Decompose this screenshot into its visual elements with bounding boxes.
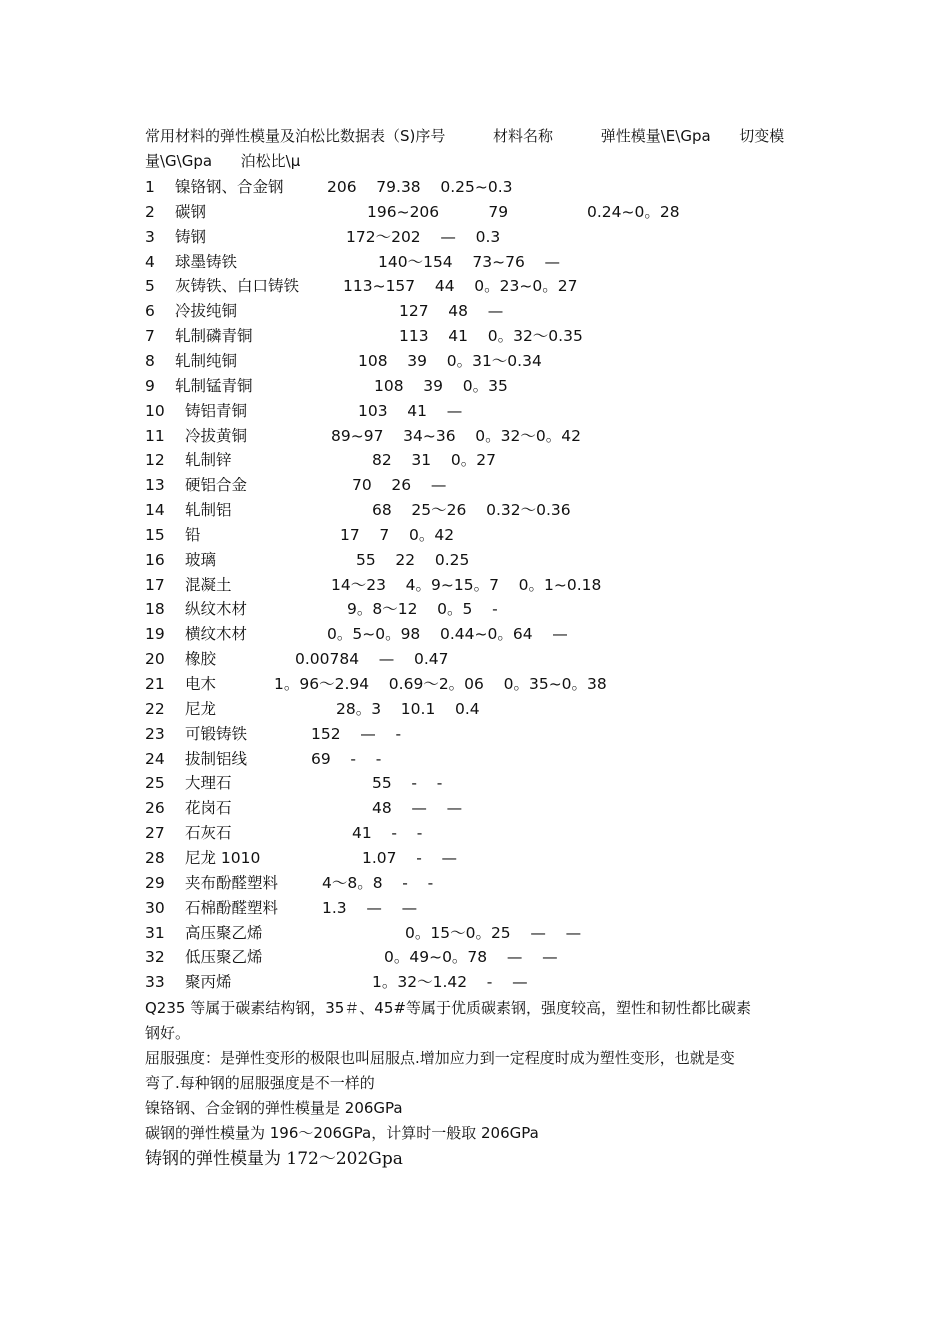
material-values: 196~206 79 0.24~0。28 xyxy=(367,202,680,221)
material-name: 橡胶 xyxy=(185,650,217,669)
material-values: 82 31 0。27 xyxy=(372,451,496,470)
material-values: 4～8。8 - - xyxy=(322,873,434,892)
material-name: 花岗石 xyxy=(185,799,232,818)
row-index: 22 xyxy=(145,699,165,718)
material-values: 1.07 - — xyxy=(362,848,458,867)
row-index: 21 xyxy=(145,675,165,693)
row-index: 9 xyxy=(145,376,155,395)
ni-cr-steel-note: 镍铬钢、合金钢的弹性模量是 206GPa xyxy=(145,1099,403,1117)
row-index: 28 xyxy=(145,848,165,867)
material-values: 68 25～26 0.32～0.36 xyxy=(372,501,571,520)
row-index: 1 xyxy=(145,178,155,196)
material-values: 206 79.38 0.25~0.3 xyxy=(327,178,513,196)
row-index: 31 xyxy=(145,923,165,942)
material-values: 0。5~0。98 0.44~0。64 — xyxy=(327,625,568,644)
material-name: 电木 xyxy=(185,675,217,693)
material-name: 纵纹木材 xyxy=(185,600,248,619)
material-values: 28。3 10.1 0.4 xyxy=(336,699,480,718)
material-name: 轧制铝 xyxy=(185,501,232,520)
material-name: 轧制磷青铜 xyxy=(175,327,253,346)
material-name: 尼龙 xyxy=(185,699,217,718)
material-values: 55 22 0.25 xyxy=(356,550,470,569)
material-values: 69 - - xyxy=(311,749,382,768)
row-index: 12 xyxy=(145,451,165,470)
material-name: 石灰石 xyxy=(185,824,232,843)
material-name: 横纹木材 xyxy=(185,625,248,644)
material-values: 48 — — xyxy=(372,799,463,818)
material-name: 铸钢 xyxy=(175,227,207,246)
q235-note-line-1: Q235 等属于碳素结构钢，35＃、45#等属于优质碳素钢，强度较高，塑性和韧性都比碳素 xyxy=(145,999,751,1017)
material-name: 球墨铸铁 xyxy=(175,252,238,271)
material-name: 尼龙 1010 xyxy=(185,848,261,867)
material-name: 高压聚乙烯 xyxy=(185,923,263,942)
material-values: 113 41 0。32～0.35 xyxy=(399,327,583,346)
row-index: 17 xyxy=(145,575,165,594)
row-index: 20 xyxy=(145,650,165,669)
material-name: 碳钢 xyxy=(175,202,207,221)
material-name: 轧制锌 xyxy=(185,451,232,470)
row-index: 23 xyxy=(145,724,165,743)
row-index: 25 xyxy=(145,774,165,793)
material-name: 镍铬钢、合金钢 xyxy=(175,178,284,196)
row-index: 5 xyxy=(145,277,155,296)
row-index: 30 xyxy=(145,898,165,917)
material-name: 石棉酚醛塑料 xyxy=(185,898,279,917)
row-index: 2 xyxy=(145,202,155,221)
row-index: 33 xyxy=(145,973,165,992)
row-index: 18 xyxy=(145,600,165,619)
row-index: 13 xyxy=(145,476,165,495)
row-index: 11 xyxy=(145,426,165,445)
material-name: 冷拔纯铜 xyxy=(175,302,238,321)
material-values: 41 - - xyxy=(352,824,423,843)
row-index: 4 xyxy=(145,252,155,271)
row-index: 32 xyxy=(145,948,165,967)
material-values: 127 48 — xyxy=(399,302,504,321)
row-index: 7 xyxy=(145,327,155,346)
material-name: 轧制锰青铜 xyxy=(175,376,253,395)
row-index: 6 xyxy=(145,302,155,321)
material-values: 17 7 0。42 xyxy=(340,525,455,544)
material-values: 140～154 73~76 — xyxy=(378,252,561,271)
row-index: 26 xyxy=(145,799,165,818)
material-values: 1。32～1.42 - — xyxy=(372,973,528,992)
material-values: 1.3 — — xyxy=(322,898,418,917)
material-values: 108 39 0。35 xyxy=(374,376,508,395)
material-name: 轧制纯铜 xyxy=(175,351,238,370)
row-index: 10 xyxy=(145,401,165,420)
material-name: 硬铝合金 xyxy=(185,476,248,495)
material-name: 灰铸铁、白口铸铁 xyxy=(175,277,300,296)
carbon-steel-note: 碳钢的弹性模量为 196～206GPa，计算时一般取 206GPa xyxy=(145,1124,539,1142)
material-name: 铸铝青铜 xyxy=(185,401,248,420)
table-title-line-continued: 量\G\Gpa 泊松比\μ xyxy=(145,152,301,170)
material-values: 113~157 44 0。23~0。27 xyxy=(343,277,578,296)
q235-note-line-2: 钢好。 xyxy=(145,1024,191,1042)
row-index: 3 xyxy=(145,227,155,246)
material-values: 0。49~0。78 — — xyxy=(384,948,558,967)
material-name: 大理石 xyxy=(185,774,232,793)
yield-strength-line-1: 屈服强度：是弹性变形的极限也叫屈服点.增加应力到一定程度时成为塑性变形，也就是变 xyxy=(145,1049,735,1067)
material-name: 玻璃 xyxy=(185,550,217,569)
material-values: 152 — - xyxy=(311,724,402,743)
yield-strength-line-2: 弯了.每种钢的屈服强度是不一样的 xyxy=(145,1074,375,1092)
cast-steel-note: 铸钢的弹性模量为 172～202Gpa xyxy=(145,1149,403,1169)
material-values: 108 39 0。31～0.34 xyxy=(358,351,542,370)
material-values: 0。15～0。25 — — xyxy=(405,923,582,942)
table-title-line: 常用材料的弹性模量及泊松比数据表（S)序号 材料名称 弹性模量\E\Gpa 切变模 xyxy=(145,127,785,145)
material-values: 103 41 — xyxy=(358,401,463,420)
material-values: 89~97 34~36 0。32～0。42 xyxy=(331,426,581,445)
material-values: 0.00784 — 0.47 xyxy=(295,650,449,669)
material-values: 172～202 — 0.3 xyxy=(346,227,501,246)
row-index: 16 xyxy=(145,550,165,569)
row-index: 8 xyxy=(145,351,155,370)
row-index: 24 xyxy=(145,749,165,768)
row-index: 19 xyxy=(145,625,165,644)
row-index: 27 xyxy=(145,824,165,843)
material-name: 冷拔黄铜 xyxy=(185,426,248,445)
material-name: 聚丙烯 xyxy=(185,973,232,992)
material-values: 14～23 4。9~15。7 0。1~0.18 xyxy=(331,575,602,594)
material-name: 夹布酚醛塑料 xyxy=(185,873,279,892)
row-index: 15 xyxy=(145,525,165,544)
material-name: 可锻铸铁 xyxy=(185,724,248,743)
material-name: 混凝土 xyxy=(185,575,232,594)
material-name: 低压聚乙烯 xyxy=(185,948,263,967)
material-name: 拔制铝线 xyxy=(185,749,248,768)
material-name: 铅 xyxy=(185,525,201,544)
material-values: 55 - - xyxy=(372,774,443,793)
material-values: 1。96～2.94 0.69～2。06 0。35~0。38 xyxy=(274,675,607,693)
row-index: 14 xyxy=(145,501,165,520)
row-index: 29 xyxy=(145,873,165,892)
material-values: 70 26 — xyxy=(352,476,447,495)
material-values: 9。8～12 0。5 - xyxy=(347,600,498,619)
